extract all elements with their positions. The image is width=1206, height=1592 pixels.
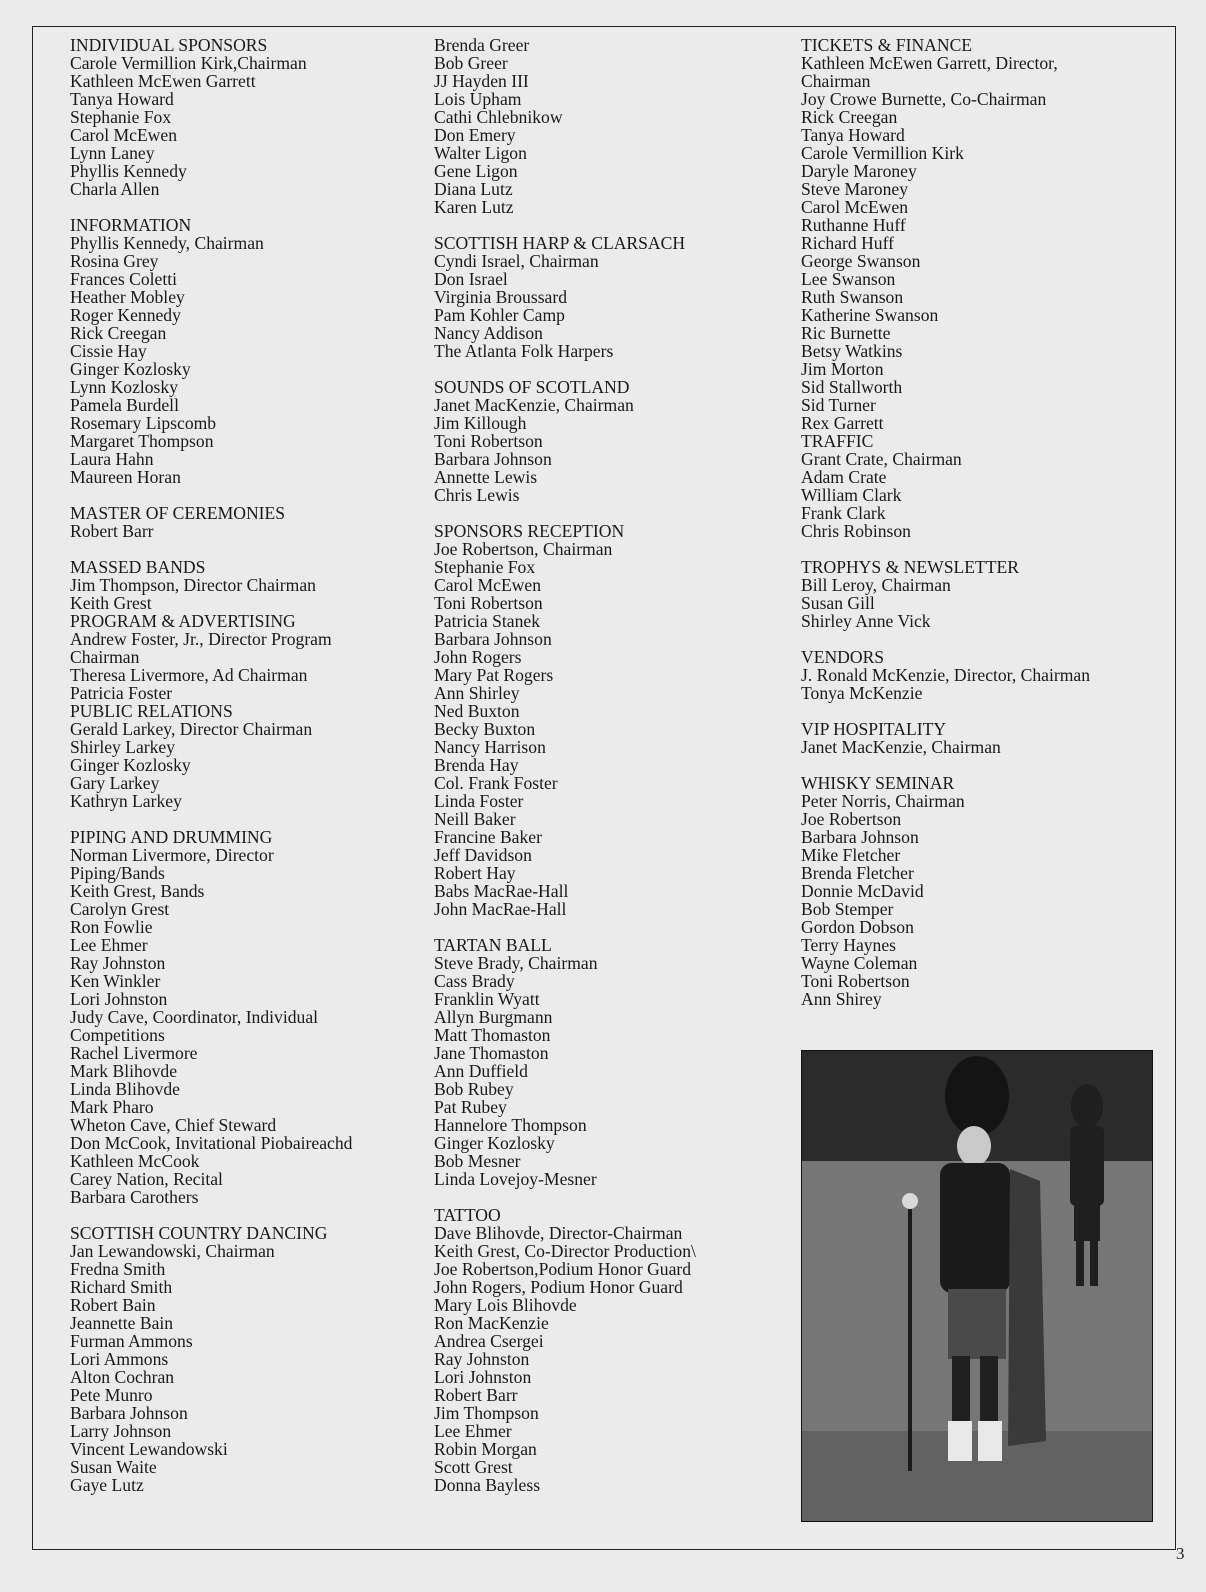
section-heading: MASSED BANDS	[70, 557, 206, 577]
committee-section	[70, 612, 420, 702]
member-name: Robert Bain	[70, 1295, 156, 1315]
member-name: Charla Allen	[70, 179, 160, 199]
committee-section	[434, 936, 789, 1188]
member-name: Tonya McKenzie	[801, 683, 923, 703]
member-name: Franklin Wyatt	[434, 989, 540, 1009]
member-name: Ron MacKenzie	[434, 1313, 549, 1333]
member-name: Rick Creegan	[70, 323, 167, 343]
member-name: Hannelore Thompson	[434, 1115, 587, 1135]
member-name: Lee Ehmer	[70, 935, 148, 955]
member-name: Joe Robertson,Podium Honor Guard	[434, 1259, 692, 1279]
member-name: Ginger Kozlosky	[70, 755, 191, 775]
committee-section	[70, 1224, 420, 1494]
member-name: Mary Pat Rogers	[434, 665, 554, 685]
member-name: Rick Creegan	[801, 107, 898, 127]
member-name: Robert Barr	[434, 1385, 518, 1405]
member-name: Brenda Greer	[434, 35, 530, 55]
member-name: Jim Morton	[801, 359, 884, 379]
committee-section	[70, 504, 420, 540]
member-name: Carey Nation, Recital	[70, 1169, 223, 1189]
section-heading: SCOTTISH COUNTRY DANCING	[70, 1223, 328, 1243]
member-name: Chairman	[801, 71, 871, 91]
section-heading: TATTOO	[434, 1205, 501, 1225]
member-name: Barbara Johnson	[434, 629, 552, 649]
column-2	[434, 36, 789, 1494]
member-name: Chris Robinson	[801, 521, 911, 541]
member-name: Robert Hay	[434, 863, 516, 883]
member-name: Linda Foster	[434, 791, 524, 811]
member-name: Ann Shirey	[801, 989, 882, 1009]
member-name: Becky Buxton	[434, 719, 536, 739]
member-name: Matt Thomaston	[434, 1025, 551, 1045]
member-name: Phyllis Kennedy, Chairman	[70, 233, 264, 253]
committee-section	[801, 432, 1161, 540]
member-name: Dave Blihovde, Director-Chairman	[434, 1223, 683, 1243]
member-name: Barbara Johnson	[70, 1403, 188, 1423]
member-name: Annette Lewis	[434, 467, 538, 487]
member-name: Francine Baker	[434, 827, 542, 847]
member-name: Chris Lewis	[434, 485, 520, 505]
committee-section	[434, 522, 789, 918]
member-name: Ray Johnston	[434, 1349, 530, 1369]
member-name: Bill Leroy, Chairman	[801, 575, 951, 595]
member-name: Mark Pharo	[70, 1097, 154, 1117]
member-name: Lori Johnston	[70, 989, 168, 1009]
member-name: Gene Ligon	[434, 161, 518, 181]
member-name: Don McCook, Invitational Piobaireachd	[70, 1133, 353, 1153]
member-name: Diana Lutz	[434, 179, 513, 199]
member-name: Walter Ligon	[434, 143, 527, 163]
member-name: Shirley Anne Vick	[801, 611, 931, 631]
section-heading: PIPING AND DRUMMING	[70, 827, 273, 847]
member-name: Gary Larkey	[70, 773, 160, 793]
member-name: Richard Smith	[70, 1277, 173, 1297]
committee-section	[801, 648, 1161, 702]
member-name: Norman Livermore, Director	[70, 845, 274, 865]
member-name: Margaret Thompson	[70, 431, 214, 451]
member-name: Donnie McDavid	[801, 881, 924, 901]
member-name: Rosemary Lipscomb	[70, 413, 217, 433]
member-name: Don Israel	[434, 269, 508, 289]
member-name: Keith Grest, Bands	[70, 881, 205, 901]
member-name: Terry Haynes	[801, 935, 897, 955]
member-name: Keith Grest, Co-Director Production\	[434, 1241, 696, 1261]
member-name: Lee Ehmer	[434, 1421, 512, 1441]
member-name: Carole Vermillion Kirk	[801, 143, 964, 163]
member-name: Pam Kohler Camp	[434, 305, 565, 325]
member-name: Carol McEwen	[434, 575, 541, 595]
member-name: Gordon Dobson	[801, 917, 914, 937]
member-name: Sid Stallworth	[801, 377, 903, 397]
member-name: Kathleen McCook	[70, 1151, 200, 1171]
member-name: Stephanie Fox	[70, 107, 172, 127]
committee-section	[434, 234, 789, 360]
member-name: Andrew Foster, Jr., Director Program	[70, 629, 332, 649]
member-name: Cyndi Israel, Chairman	[434, 251, 599, 271]
section-heading: TRAFFIC	[801, 431, 874, 451]
committee-section	[801, 36, 1161, 432]
member-name: Ned Buxton	[434, 701, 520, 721]
member-name: Stephanie Fox	[434, 557, 536, 577]
member-name: Ken Winkler	[70, 971, 161, 991]
member-name: Keith Grest	[70, 593, 152, 613]
member-name: Barbara Carothers	[70, 1187, 199, 1207]
member-name: Piping/Bands	[70, 863, 165, 883]
member-name: Tanya Howard	[801, 125, 905, 145]
member-name: Ann Shirley	[434, 683, 520, 703]
member-name: Sid Turner	[801, 395, 876, 415]
member-name: Susan Gill	[801, 593, 875, 613]
member-name: Susan Waite	[70, 1457, 157, 1477]
page-number: 3	[1176, 1544, 1185, 1563]
member-name: Steve Maroney	[801, 179, 908, 199]
member-name: Babs MacRae-Hall	[434, 881, 569, 901]
member-name: Cass Brady	[434, 971, 515, 991]
member-name: Janet MacKenzie, Chairman	[801, 737, 1001, 757]
member-name: Nancy Harrison	[434, 737, 546, 757]
column-3	[801, 36, 1161, 1008]
member-name: Katherine Swanson	[801, 305, 939, 325]
member-name: Ann Duffield	[434, 1061, 528, 1081]
section-heading: VIP HOSPITALITY	[801, 719, 947, 739]
committee-section	[801, 774, 1161, 1008]
member-name: Donna Bayless	[434, 1475, 541, 1495]
committee-section	[434, 378, 789, 504]
member-name: Carol McEwen	[801, 197, 908, 217]
committee-section	[70, 702, 420, 810]
member-name: Gerald Larkey, Director Chairman	[70, 719, 313, 739]
member-name: Theresa Livermore, Ad Chairman	[70, 665, 308, 685]
section-heading: INDIVIDUAL SPONSORS	[70, 35, 268, 55]
member-name: Brenda Hay	[434, 755, 519, 775]
section-heading: SOUNDS OF SCOTLAND	[434, 377, 630, 397]
member-name: Maureen Horan	[70, 467, 181, 487]
member-name: Pamela Burdell	[70, 395, 179, 415]
member-name: Ginger Kozlosky	[70, 359, 191, 379]
member-name: Lynn Kozlosky	[70, 377, 179, 397]
member-name: Peter Norris, Chairman	[801, 791, 965, 811]
member-name: Patricia Stanek	[434, 611, 541, 631]
committee-section	[801, 720, 1161, 756]
committee-section	[434, 36, 789, 216]
member-name: Patricia Foster	[70, 683, 173, 703]
member-name: Pete Munro	[70, 1385, 153, 1405]
member-name: Jeff Davidson	[434, 845, 532, 865]
member-name: Chairman	[70, 647, 140, 667]
section-heading: TICKETS & FINANCE	[801, 35, 973, 55]
member-name: Rex Garrett	[801, 413, 884, 433]
member-name: Wheton Cave, Chief Steward	[70, 1115, 277, 1135]
member-name: Karen Lutz	[434, 197, 514, 217]
column-1	[70, 36, 420, 1494]
member-name: Shirley Larkey	[70, 737, 176, 757]
member-name: Robin Morgan	[434, 1439, 537, 1459]
committee-section	[801, 558, 1161, 630]
member-name: Bob Stemper	[801, 899, 894, 919]
member-name: Andrea Csergei	[434, 1331, 544, 1351]
member-name: The Atlanta Folk Harpers	[434, 341, 614, 361]
member-name: Toni Robertson	[434, 593, 543, 613]
member-name: Frank Clark	[801, 503, 886, 523]
member-name: Frances Coletti	[70, 269, 178, 289]
section-heading: MASTER OF CEREMONIES	[70, 503, 286, 523]
member-name: George Swanson	[801, 251, 921, 271]
section-heading: INFORMATION	[70, 215, 192, 235]
member-name: Judy Cave, Coordinator, Individual	[70, 1007, 319, 1027]
member-name: Linda Lovejoy-Mesner	[434, 1169, 597, 1189]
member-name: Wayne Coleman	[801, 953, 918, 973]
member-name: William Clark	[801, 485, 902, 505]
member-name: Lori Johnston	[434, 1367, 532, 1387]
member-name: Col. Frank Foster	[434, 773, 558, 793]
member-name: Roger Kennedy	[70, 305, 181, 325]
member-name: Joy Crowe Burnette, Co-Chairman	[801, 89, 1047, 109]
committee-section	[70, 828, 420, 1206]
member-name: Cissie Hay	[70, 341, 147, 361]
member-name: Kathleen McEwen Garrett, Director,	[801, 53, 1058, 73]
member-name: Vincent Lewandowski	[70, 1439, 228, 1459]
member-name: Alton Cochran	[70, 1367, 175, 1387]
member-name: Scott Grest	[434, 1457, 513, 1477]
member-name: Rachel Livermore	[70, 1043, 198, 1063]
member-name: Ray Johnston	[70, 953, 166, 973]
section-heading: VENDORS	[801, 647, 885, 667]
member-name: Gaye Lutz	[70, 1475, 144, 1495]
member-name: Jeannette Bain	[70, 1313, 174, 1333]
member-name: Jan Lewandowski, Chairman	[70, 1241, 275, 1261]
member-name: Rosina Grey	[70, 251, 159, 271]
member-name: Ron Fowlie	[70, 917, 153, 937]
member-name: Lynn Laney	[70, 143, 155, 163]
member-name: Neill Baker	[434, 809, 516, 829]
member-name: John MacRae-Hall	[434, 899, 567, 919]
member-name: Kathleen McEwen Garrett	[70, 71, 256, 91]
member-name: Bob Rubey	[434, 1079, 514, 1099]
member-name: Jim Thompson, Director Chairman	[70, 575, 316, 595]
member-name: Joe Robertson, Chairman	[434, 539, 613, 559]
member-name: JJ Hayden III	[434, 71, 529, 91]
member-name: Janet MacKenzie, Chairman	[434, 395, 634, 415]
member-name: Bob Mesner	[434, 1151, 521, 1171]
member-name: Barbara Johnson	[434, 449, 552, 469]
member-name: Mark Blihovde	[70, 1061, 178, 1081]
member-name: Mary Lois Blihovde	[434, 1295, 577, 1315]
section-heading: SCOTTISH HARP & CLARSACH	[434, 233, 686, 253]
member-name: Virginia Broussard	[434, 287, 568, 307]
member-name: John Rogers, Podium Honor Guard	[434, 1277, 683, 1297]
member-name: Linda Blihovde	[70, 1079, 180, 1099]
section-heading: PUBLIC RELATIONS	[70, 701, 233, 721]
member-name: Richard Huff	[801, 233, 894, 253]
member-name: Carolyn Grest	[70, 899, 170, 919]
member-name: Grant Crate, Chairman	[801, 449, 962, 469]
member-name: J. Ronald McKenzie, Director, Chairman	[801, 665, 1091, 685]
section-heading: TROPHYS & NEWSLETTER	[801, 557, 1019, 577]
member-name: Barbara Johnson	[801, 827, 919, 847]
committee-section	[70, 558, 420, 612]
member-name: Lois Upham	[434, 89, 522, 109]
member-name: Adam Crate	[801, 467, 887, 487]
member-name: Toni Robertson	[801, 971, 910, 991]
member-name: John Rogers	[434, 647, 522, 667]
committee-section	[70, 36, 420, 198]
member-name: Betsy Watkins	[801, 341, 903, 361]
member-name: Ginger Kozlosky	[434, 1133, 555, 1153]
member-name: Toni Robertson	[434, 431, 543, 451]
member-name: Heather Mobley	[70, 287, 185, 307]
member-name: Jim Killough	[434, 413, 527, 433]
member-name: Carol McEwen	[70, 125, 177, 145]
member-name: Pat Rubey	[434, 1097, 507, 1117]
member-name: Ruth Swanson	[801, 287, 904, 307]
member-name: Kathryn Larkey	[70, 791, 182, 811]
member-name: Daryle Maroney	[801, 161, 917, 181]
member-name: Steve Brady, Chairman	[434, 953, 598, 973]
member-name: Ric Burnette	[801, 323, 891, 343]
member-name: Phyllis Kennedy	[70, 161, 187, 181]
member-name: Lee Swanson	[801, 269, 896, 289]
bagpiper-photo	[801, 1050, 1153, 1522]
member-name: Laura Hahn	[70, 449, 154, 469]
member-name: Joe Robertson	[801, 809, 902, 829]
member-name: Robert Barr	[70, 521, 154, 541]
member-name: Jim Thompson	[434, 1403, 539, 1423]
section-heading: SPONSORS RECEPTION	[434, 521, 625, 541]
member-name: Don Emery	[434, 125, 516, 145]
section-heading: WHISKY SEMINAR	[801, 773, 955, 793]
member-name: Ruthanne Huff	[801, 215, 906, 235]
member-name: Competitions	[70, 1025, 165, 1045]
member-name: Larry Johnson	[70, 1421, 172, 1441]
section-heading: TARTAN BALL	[434, 935, 552, 955]
committee-section	[434, 1206, 789, 1494]
member-name: Mike Fletcher	[801, 845, 901, 865]
member-name: Bob Greer	[434, 53, 508, 73]
member-name: Allyn Burgmann	[434, 1007, 553, 1027]
committee-section	[70, 216, 420, 486]
member-name: Carole Vermillion Kirk,Chairman	[70, 53, 307, 73]
section-heading: PROGRAM & ADVERTISING	[70, 611, 296, 631]
member-name: Brenda Fletcher	[801, 863, 914, 883]
member-name: Jane Thomaston	[434, 1043, 549, 1063]
member-name: Tanya Howard	[70, 89, 174, 109]
member-name: Cathi Chlebnikow	[434, 107, 563, 127]
member-name: Furman Ammons	[70, 1331, 193, 1351]
member-name: Lori Ammons	[70, 1349, 169, 1369]
member-name: Fredna Smith	[70, 1259, 166, 1279]
member-name: Nancy Addison	[434, 323, 543, 343]
